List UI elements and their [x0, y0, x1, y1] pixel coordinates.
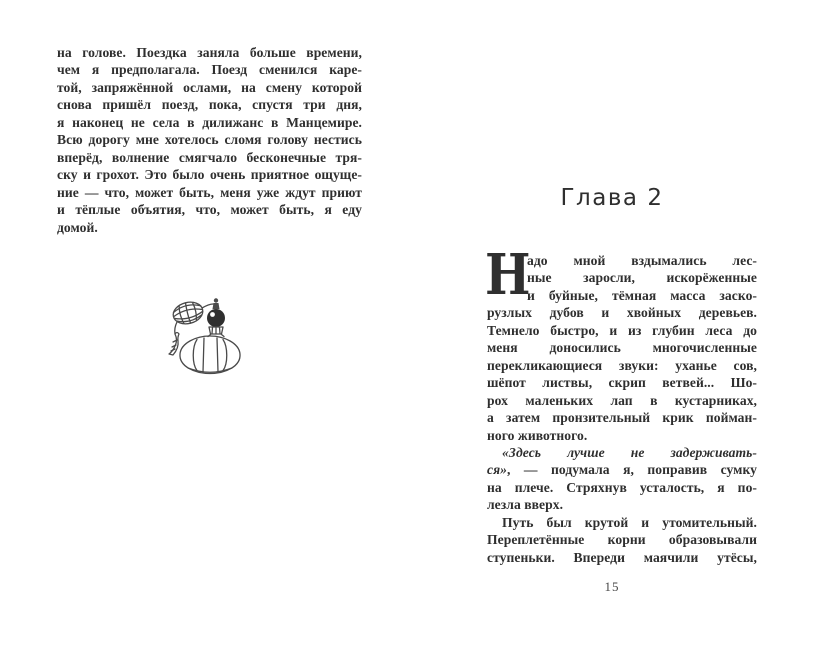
text-line: ные заросли, искорёженные	[527, 270, 757, 286]
text-line: рузлых дубов и хвойных деревьев.	[487, 305, 757, 321]
text-line: на голове. Поездка заняла больше времени,	[57, 45, 362, 60]
page-number: 15	[604, 579, 620, 594]
text-line: на плече. Стряхнув усталость, я по-	[487, 479, 757, 495]
text-line: снова пришёл поезд, пока, спустя три дня,	[57, 97, 362, 113]
text-line: чем я предполагала. Поезд сменился каре-	[57, 62, 362, 78]
paragraph	[57, 44, 362, 236]
perfume-bottle-icon	[164, 296, 248, 380]
paragraph	[487, 514, 757, 566]
text-line: Путь был крутой и утомительный.	[502, 514, 757, 530]
text-line: ску и грохот. Это было очень приятное ощуще-	[57, 167, 362, 183]
right-page-text	[485, 242, 757, 566]
paragraph	[487, 444, 757, 514]
text-line: адо мной вздымались лес-	[527, 253, 757, 268]
text-line: Переплетённые корни образовывали	[487, 532, 757, 548]
text-line: ся», — подумала я, поправив сумку	[487, 462, 757, 478]
text-line: «Здесь лучше не задерживать-	[502, 444, 757, 460]
text-line: лезла вверх.	[487, 497, 564, 513]
chapter-heading: Глава 2	[560, 185, 664, 211]
paragraph	[485, 242, 757, 444]
left-page-text	[57, 44, 362, 236]
text-line: и тёплые объятия, что, может быть, я еду	[57, 202, 362, 218]
text-line: рох маленьких лап в кустарниках,	[487, 392, 757, 408]
text-line: шёпот листвы, скрип ветвей... Шо-	[487, 375, 757, 391]
text-line: меня доносились многочисленные	[487, 340, 757, 356]
text-line: ступеньки. Впереди маячили утёсы,	[487, 549, 757, 565]
text-line: ние — что, может быть, меня уже ждут приют	[57, 184, 362, 200]
text-line: и буйные, тёмная масса заско-	[527, 287, 757, 303]
text-line: той, запряжённой ослами, на смену которой	[57, 79, 362, 95]
text-line: ного животного.	[487, 427, 588, 443]
text-line: домой.	[57, 219, 98, 235]
right-page	[410, 0, 820, 656]
text-line: я наконец не села в дилижанс в Манцемире.	[57, 114, 362, 130]
text-line: вперёд, волнение смягчало бесконечные тря-	[57, 149, 362, 165]
drop-cap: Н	[485, 242, 531, 308]
text-line: перекликающиеся звуки: уханье сов,	[487, 357, 757, 373]
text-line: Всю дорогу мне хотелось сломя голову нестись	[57, 132, 362, 148]
text-line: а затем пронзительный крик пойман-	[487, 410, 757, 426]
text-line: Темнело быстро, и из глубин леса до	[487, 322, 757, 338]
